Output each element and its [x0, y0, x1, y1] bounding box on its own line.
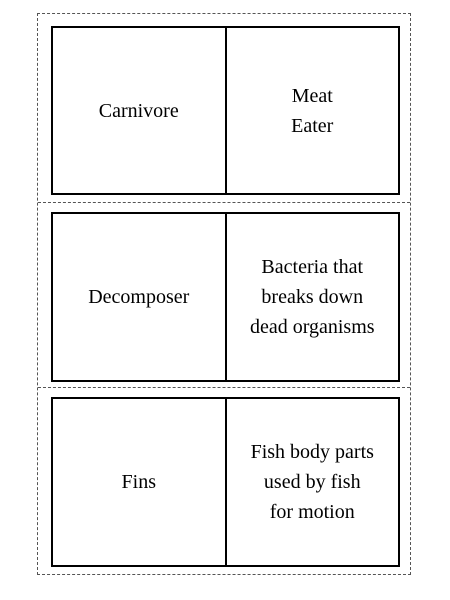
- definition-line: dead organisms: [249, 316, 375, 338]
- flashcard: [51, 212, 400, 382]
- card-row: [38, 202, 410, 386]
- card-row: [38, 387, 410, 574]
- definition-line: Bacteria that: [261, 256, 364, 278]
- definition-line: Fish body parts: [250, 441, 374, 463]
- definition-line: used by fish: [263, 471, 361, 493]
- card-row: [38, 14, 410, 201]
- definition-line: breaks down: [261, 286, 364, 308]
- card-definition: [227, 399, 399, 565]
- definition-line: Eater: [291, 114, 334, 137]
- definition-line: Meat: [291, 84, 333, 107]
- definition-line: for motion: [269, 501, 355, 523]
- flashcard: [51, 26, 400, 195]
- card-definition: [227, 28, 399, 193]
- term-text: Decomposer: [88, 286, 190, 308]
- card-term: [53, 214, 227, 380]
- flashcard-sheet: [37, 13, 411, 575]
- term-text: Fins: [121, 471, 156, 493]
- card-term: [53, 399, 227, 565]
- card-term: [53, 28, 227, 193]
- card-definition: [227, 214, 399, 380]
- flashcard: [51, 397, 400, 567]
- term-text: Carnivore: [98, 99, 179, 122]
